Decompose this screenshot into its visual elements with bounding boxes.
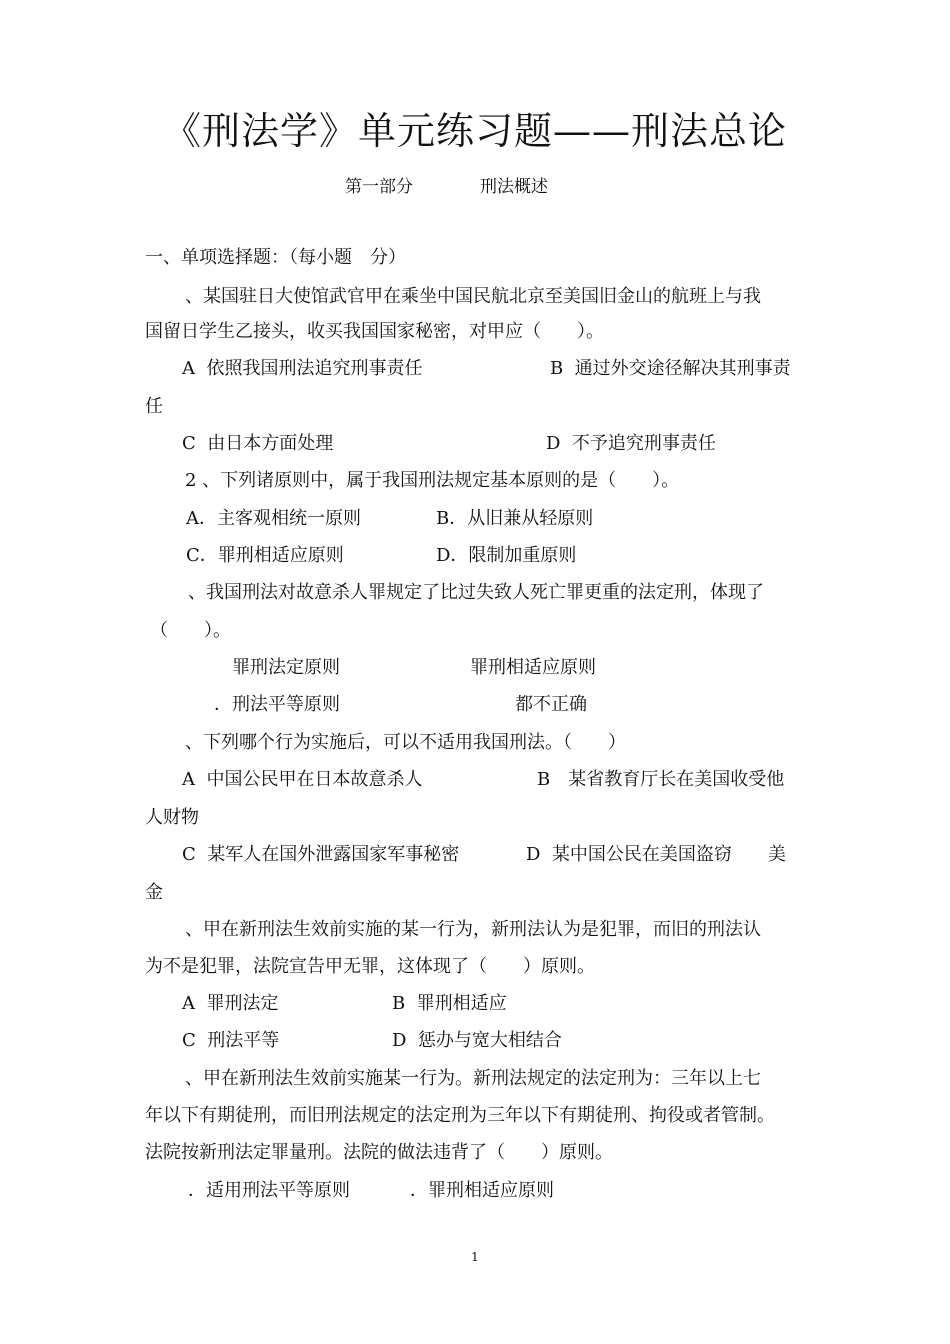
q5-option-a: A 罪刑法定 [182, 993, 279, 1014]
part-name: 刑法概述 [480, 177, 548, 197]
q4-option-a: A 中国公民甲在日本故意杀人 [182, 769, 423, 790]
q4-option-d-continued: 金 [145, 882, 163, 903]
q3-option-a: 罪刑法定原则 [232, 657, 340, 678]
q6-stem-line-2: 年以下有期徒刑，而旧刑法规定的法定刑为三年以下有期徒刑、拘役或者管制。 [145, 1105, 775, 1126]
q1-option-b-continued: 任 [145, 396, 163, 417]
q1-option-a: A 依照我国刑法追究刑事责任 [182, 358, 423, 379]
q6-option-b: ．罪刑相适应原则 [410, 1180, 554, 1201]
q2-option-c: C．罪刑相适应原则 [186, 545, 344, 566]
q2-stem: 2 、下列诸原则中，属于我国刑法规定基本原则的是（ ）。 [185, 470, 680, 491]
q5-option-c: C 刑法平等 [182, 1030, 280, 1051]
q1-option-d: D 不予追究刑事责任 [546, 433, 716, 454]
q4-option-c: C 某军人在国外泄露国家军事秘密 [182, 844, 460, 865]
q5-stem-line-1: 、甲在新刑法生效前实施的某一行为，新刑法认为是犯罪，而旧的刑法认 [185, 919, 761, 940]
q4-option-b: B 某省教育厅长在美国收受他 [537, 769, 785, 790]
q6-stem-line-3: 法院按新刑法定罪量刑。法院的做法违背了（ ）原则。 [145, 1142, 613, 1163]
q6-stem-line-1: 、甲在新刑法生效前实施某一行为。新刑法规定的法定刑为：三年以上七 [185, 1068, 761, 1089]
q5-stem-line-2: 为不是犯罪，法院宣告甲无罪，这体现了（ ）原则。 [145, 956, 595, 977]
q4-stem: 、下列哪个行为实施后，可以不适用我国刑法。（ ） [185, 732, 626, 753]
q4-option-b-continued: 人财物 [145, 807, 199, 828]
q3-stem-line-2: （ ）。 [150, 620, 231, 641]
q1-stem-line-2: 国留日学生乙接头，收买我国国家秘密，对甲应（ ）。 [145, 321, 604, 342]
q5-option-d: D 惩办与宽大相结合 [392, 1030, 562, 1051]
q2-option-b: B．从旧兼从轻原则 [436, 508, 594, 529]
q2-option-a: A．主客观相统一原则 [186, 508, 361, 529]
q6-option-a: ．适用刑法平等原则 [188, 1180, 350, 1201]
q3-stem-line-1: 、我国刑法对故意杀人罪规定了比过失致人死亡罪更重的法定刑，体现了 [188, 582, 764, 603]
q1-option-b: B 通过外交途径解决其刑事责 [550, 358, 791, 379]
q2-option-d: D．限制加重原则 [436, 545, 577, 566]
q1-option-c: C 由日本方面处理 [182, 433, 334, 454]
q1-stem-line-1: 、某国驻日大使馆武官甲在乘坐中国民航北京至美国旧金山的航班上与我 [185, 286, 761, 307]
q3-option-c: ．刑法平等原则 [214, 694, 340, 715]
q3-option-b: 罪刑相适应原则 [470, 657, 596, 678]
page-number: 1 [471, 1250, 479, 1264]
document-title: 《刑法学》单元练习题——刑法总论 [162, 109, 787, 153]
q5-option-b: B 罪刑相适应 [392, 993, 507, 1014]
q3-option-d: 都不正确 [515, 694, 587, 715]
part-label: 第一部分 [345, 177, 413, 197]
q4-option-d: D 某中国公民在美国盗窃 美 [526, 844, 786, 865]
section-heading: 一、单项选择题：（每小题 分） [145, 247, 406, 268]
